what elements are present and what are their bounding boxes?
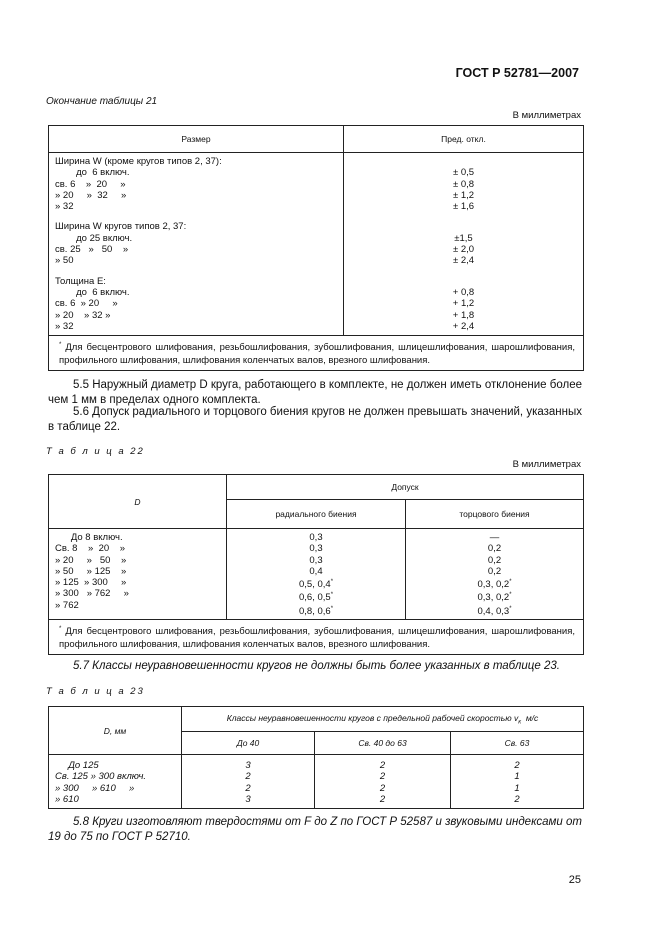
table23-d-column [49, 760, 181, 805]
table23-cell: 2 [379, 771, 386, 783]
table22-radial-cell-alt-value: 0,6 [317, 605, 331, 617]
table22-d-cell: » 50 » 125 » [55, 565, 127, 577]
table21-size-cell: до 6 включ. [55, 167, 130, 179]
table21-footnote: * Для бесцентрового шлифования, резьбошлифования, зубошлифования, шлицешлифования, шарошлифования, профильного шлифования, шлифования коленчатых валов, врезного шлифования. [49, 336, 584, 371]
table21-size-column [49, 156, 343, 332]
paragraph-5-5: 5.5 Наружный диаметр D круга, работающего в комплекте, не должен иметь отклонение более чем 1 мм в пределах одного комплекта. [48, 379, 582, 406]
table22-axial-cell-alt-value: 0,2 [495, 592, 510, 604]
table22-header-radial: радиального биения [227, 500, 406, 529]
table21-caption: Окончание таблицы 21 [46, 96, 158, 107]
table22-axial-cell: 0,3, 0,2* [477, 579, 512, 591]
table23-header-col2: Св. 40 до 63 [315, 732, 451, 755]
table23-header-d: D, мм [49, 707, 182, 755]
table22-axial-column [406, 532, 583, 617]
page-number: 25 [568, 874, 581, 886]
table22-radial-cell-value: 0,5 [298, 579, 313, 591]
table22-axial-cell [406, 566, 583, 577]
table23-cell: 2 [379, 793, 386, 805]
table22-radial-cell [227, 555, 405, 566]
table23-cell: 1 [514, 782, 520, 794]
table23-cell: 3 [245, 793, 251, 805]
table22-units: В миллиметрах [512, 459, 581, 470]
table21-deviation-cell [344, 156, 583, 167]
table22-radial-cell-footnote-mark: * [330, 579, 334, 586]
table22-radial-cell: 0,5, 0,4* [298, 579, 334, 591]
table22-radial-cell [227, 543, 405, 554]
table22-axial-cell-value: — [489, 532, 500, 543]
table23-cell: 2 [245, 771, 251, 783]
table22-header-tolerance: Допуск [227, 475, 584, 500]
table23-header-classes: Классы неуравновешенности кругов с предельной рабочей скоростью $v_к$ м/с [182, 707, 584, 732]
document-header: ГОСТ Р 52781—2007 [455, 66, 579, 80]
table22-caption: Т а б л и ц а 22 [46, 446, 145, 457]
paragraph-5-6: 5.6 Допуск радиального и торцового биения кругов не должен превышать значений, указанных в таблице 22. [48, 406, 583, 433]
table22-d-cell: » 20 » 50 » [55, 554, 127, 566]
table23-col2-values [315, 760, 450, 805]
table22-d-column [49, 532, 226, 611]
table22-footnote: * Для бесцентрового шлифования, резьбошлифования, зубошлифования, шлицешлифования, шарошлифования, профильного шлифования, шлифования коленчатых валов, врезного шлифования. [49, 620, 584, 655]
table22-axial-cell-value: 0,3 [477, 592, 491, 604]
table21-units: В миллиметрах [512, 110, 581, 121]
table22-axial-cell-alt-value: 0,3 [495, 605, 510, 617]
table22-axial-cell-footnote-mark: * [509, 605, 512, 612]
table22-d-cell: До 8 включ. [55, 532, 123, 543]
table21-deviation-cell: + 1,2 [452, 298, 475, 310]
table21-deviation-cell: ± 1,2 [452, 189, 475, 201]
table21-size-cell: » 20 » 32 » [55, 309, 111, 321]
table23-cell: 1 [514, 771, 520, 783]
table21-deviation-cell: ± 2,4 [452, 255, 475, 267]
table23-header-col3: Св. 63 [451, 732, 584, 755]
table21-size-cell: » 32 [55, 320, 74, 332]
table22-axial-cell [406, 555, 583, 566]
table23-cell: 2 [379, 760, 386, 771]
table21-deviation-cell: ± 0,8 [452, 178, 475, 190]
table22-d-cell: » 125 » 300 » [55, 577, 127, 589]
table23-cell: 2 [514, 793, 520, 805]
table21-deviation-column [344, 156, 583, 332]
table23-cell: 2 [245, 782, 251, 794]
table22-radial-cell-footnote-mark: * [330, 605, 334, 612]
table21-deviation-cell: ± 2,0 [452, 244, 475, 256]
table-21 [48, 125, 584, 371]
table22-axial-cell [406, 532, 583, 543]
table21-size-cell: Толщина E: [55, 275, 106, 287]
table23-cell: До 125 [55, 760, 99, 771]
table22-radial-cell [227, 532, 405, 543]
table22-axial-cell [406, 543, 583, 554]
table21-deviation-cell: ±1,5 [454, 232, 473, 244]
table22-d-cell: » 762 [55, 599, 79, 611]
table23-col3-values [451, 760, 583, 805]
table21-size-cell: » 32 [55, 201, 74, 213]
table22-radial-cell [227, 566, 405, 577]
table22-axial-cell-value: 0,3 [477, 579, 491, 591]
table21-size-cell: св. 6 » 20 » [55, 298, 118, 310]
table22-radial-cell: 0,6, 0,5* [298, 592, 334, 604]
table21-size-cell: Ширина W кругов типов 2, 37: [55, 221, 187, 233]
paragraph-5-8: 5.8 Круги изготовляют твердостями от F до Z по ГОСТ Р 52587 и звуковыми индексами от 19 до 75 по ГОСТ Р 52710. [48, 816, 582, 843]
table23-cell: Св. 125 » 300 включ. [55, 771, 147, 783]
table23-cell: 2 [379, 782, 386, 794]
table23-header-col1: До 40 [182, 732, 315, 755]
table21-size-cell: » 50 [55, 255, 74, 267]
table21-deviation-cell [344, 221, 583, 232]
table22-radial-cell-value: 0,4 [309, 565, 323, 577]
table22-axial-cell-footnote-mark: * [509, 579, 512, 586]
table-23 [48, 706, 584, 809]
table22-radial-cell-value: 0,3 [309, 532, 323, 543]
paragraph-5-7: 5.7 Классы неуравновешенности кругов не должны быть более указанных в таблице 23. [73, 660, 560, 672]
table22-axial-cell-value: 0,2 [487, 543, 502, 555]
table21-header-deviation: Пред. откл. [344, 126, 584, 153]
table21-deviation-cell: + 0,8 [452, 286, 475, 298]
table21-header-size: Размер [49, 126, 344, 153]
table21-size-cell: до 6 включ. [55, 286, 130, 298]
table23-caption: Т а б л и ц а 23 [46, 686, 145, 697]
table22-axial-cell-value: 0,4 [477, 605, 491, 617]
table22-axial-cell: 0,4, 0,3* [477, 605, 512, 617]
table21-size-cell: » 20 » 32 » [55, 189, 127, 201]
table22-header-axial: торцового биения [406, 500, 584, 529]
table22-d-cell: » 300 » 762 » [55, 588, 129, 600]
table22-radial-cell-alt-value: 0,4 [317, 579, 331, 591]
table21-deviation-cell: ± 1,6 [452, 201, 475, 213]
table22-axial-cell: 0,3, 0,2* [477, 592, 512, 604]
table21-footnote-mark: * [59, 342, 62, 349]
table21-size-cell: св. 6 » 20 » [55, 178, 126, 190]
table22-radial-cell-alt-value: 0,5 [317, 592, 331, 604]
table22-axial-cell-value: 0,2 [487, 565, 502, 577]
table22-radial-cell-footnote-mark: * [330, 592, 334, 599]
table-22 [48, 474, 584, 655]
table22-radial-cell-value: 0,3 [309, 554, 323, 566]
table21-deviation-cell [344, 276, 583, 287]
table22-axial-cell-footnote-mark: * [509, 592, 512, 599]
table22-radial-cell-value: 0,3 [309, 543, 323, 555]
table22-footnote-mark: * [59, 626, 62, 633]
table22-d-cell: Св. 8 » 20 » [55, 543, 125, 555]
table21-deviation-cell: + 1,8 [452, 309, 475, 321]
table21-size-cell: Ширина W (кроме кругов типов 2, 37): [55, 156, 222, 167]
table23-col1-values [182, 760, 314, 805]
table22-axial-cell-value: 0,2 [487, 554, 502, 566]
table21-size-cell: св. 25 » 50 » [55, 244, 129, 256]
table23-cell: 2 [514, 760, 520, 771]
table22-axial-cell-alt-value: 0,2 [495, 579, 510, 591]
table22-radial-cell-value: 0,8 [298, 605, 313, 617]
table22-header-d: D [49, 475, 227, 529]
table23-cell: 3 [245, 760, 251, 771]
table23-cell: » 610 [55, 793, 79, 805]
table22-radial-cell-value: 0,6 [298, 592, 313, 604]
table21-size-cell: до 25 включ. [55, 232, 133, 244]
table21-deviation-cell: + 2,4 [452, 320, 475, 332]
table22-radial-column [227, 532, 405, 617]
table21-deviation-cell: ± 0,5 [452, 167, 475, 179]
table22-radial-cell: 0,8, 0,6* [298, 605, 334, 617]
table23-cell: » 300 » 610 » [55, 782, 135, 794]
